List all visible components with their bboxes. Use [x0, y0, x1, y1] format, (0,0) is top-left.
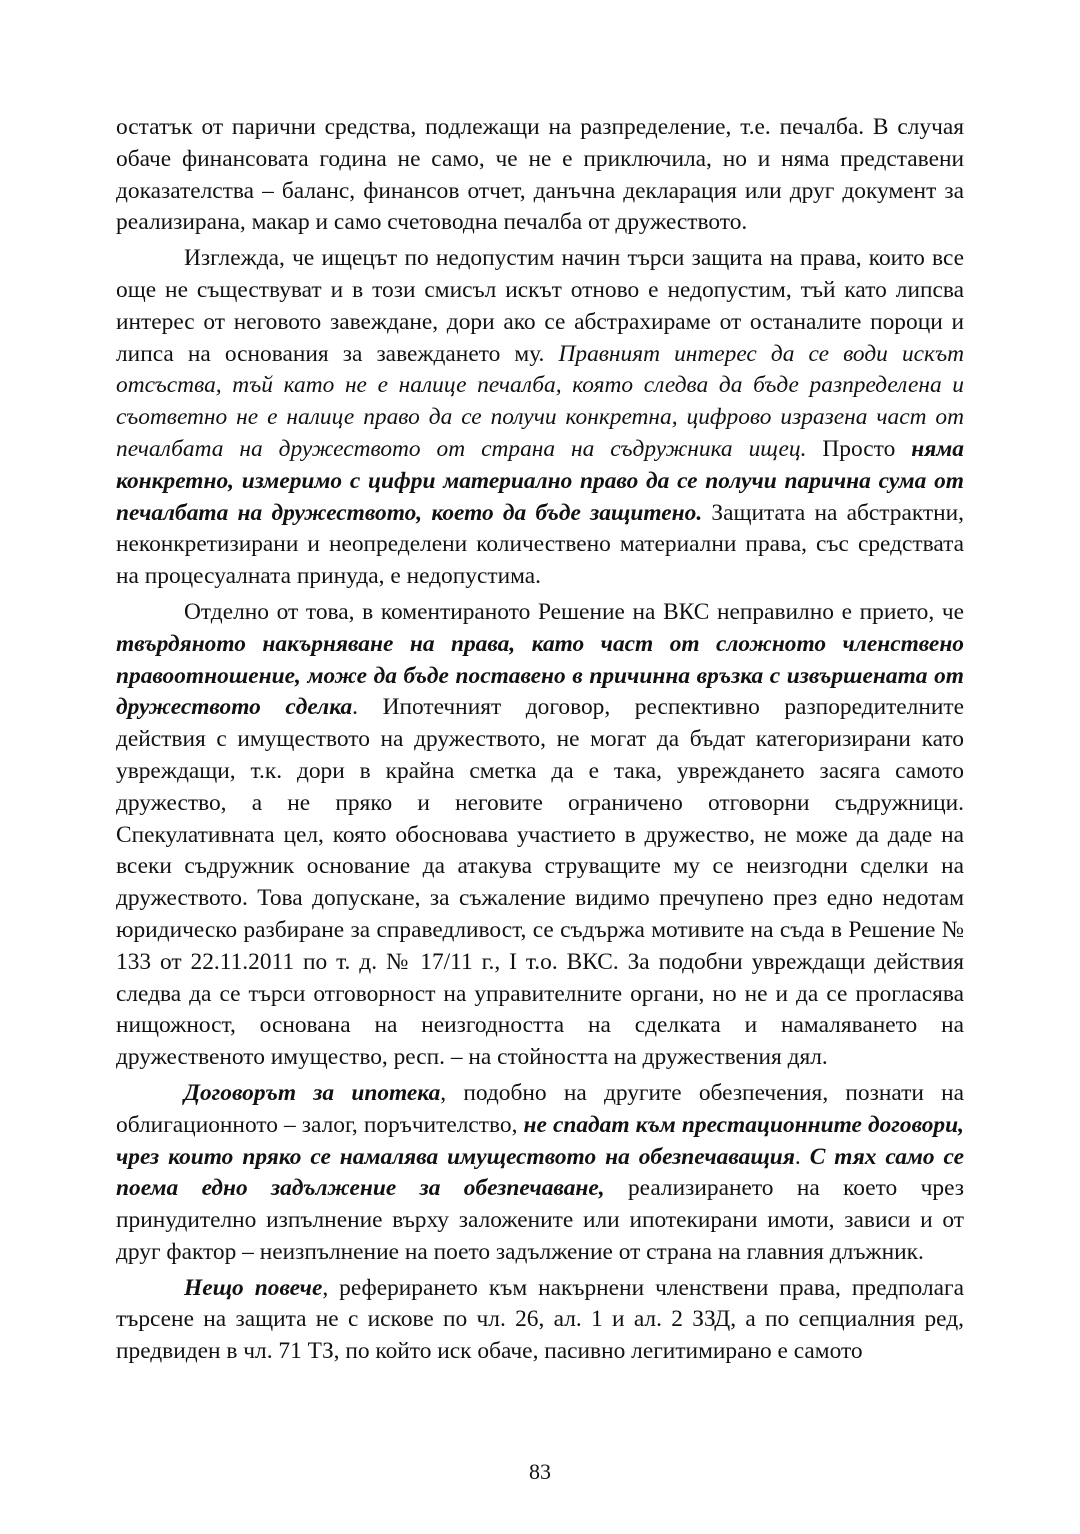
bold-italic-emphasis: не спадат към престационните договори, чрез които пряко се намалява имуществото на обезпечаващия [116, 1111, 964, 1170]
paragraph-text: остатък от парични средства, подлежащи на разпределение, т.е. печалба. В случая обаче финансовата година не само, че не е приключила, но и няма представени доказателства – баланс, финансов отчет, данъчна декларация или друг документ за реализирана, макар и само счетоводна печалба от дружеството. [116, 114, 964, 236]
paragraph-text: Отделно от това, в коментираното Решение на ВКС неправилно е прието, че [184, 598, 964, 625]
bold-italic-emphasis: Договорът за ипотека [184, 1079, 441, 1106]
paragraph-text: Изглежда, че ищецът по недопустим начин търси защита на права, които все още не съществуват и в този смисъл искът отново е недопустим, тъй като липсва интерес от неговото завеждане, дори ако се абстрахираме от останалите пороци и липса на основания за завеждането му. [116, 245, 964, 367]
page-number: 83 [529, 1459, 551, 1484]
document-body [116, 112, 964, 1368]
bold-italic-emphasis: няма конкретно, измеримо с цифри материално право да се получи парична сума от печалбата на дружеството, което да бъде защитено. [116, 435, 964, 526]
paragraph-3 [116, 597, 964, 1074]
paragraph-text: . Ипотечният договор, респективно разпоредителните действия с имуществото на дружеството, не могат да бъдат категоризирани като увреждащи, т.к. дори в крайна сметка да е така, увреждането засяга самото дружество, а не пряко и неговите ограничено отговорни съдружници. Спекулативната цел, която обосновава участието в дружество, не може да даде на всеки съдружник основание да атакува струващите му се неизгодни сделки на дружеството. Това допускане, за съжаление видимо пречупено през едно недотам юридическо разбиране за справедливост, се съдържа мотивите на съда в Решение № 133 от 22.11.2011 по т. д. № 17/11 г., I т.о. ВКС. За подобни увреждащи действия следва да се търси отговорност на управителните органи, но не и да се прогласява нищожност, основана на неизгодността на сделката и намаляването на дружественото имущество, респ. – на стойността на дружествения дял. [116, 694, 964, 1071]
bold-italic-emphasis: С тях само се поема едно задължение за обезпечаване, [116, 1143, 965, 1202]
paragraph-text: , реферирането към накърнени членствени права, предполага търсене на защита не с искове по чл. 26, ал. 1 и ал. 2 ЗЗД, а по сепциалния ред, предвиден в чл. 71 ТЗ, по който иск обаче, пасивно легитимирано е самото [116, 1274, 964, 1365]
paragraph-text: Защитата на абстрактни, неконкретизирани и неопределени количествено материални права, със средствата на процесуалната принуда, е недопустима. [116, 499, 964, 590]
paragraph-text: Просто [806, 435, 912, 462]
paragraph-4 [116, 1078, 964, 1269]
paragraph-2 [116, 243, 964, 593]
bold-italic-emphasis: Нещо повече [184, 1274, 323, 1301]
bold-italic-emphasis: твърдяното накърняване на права, като част от сложното членствено правоотношение, може да бъде поставено в причинна връзка с извършената от дружеството сделка [116, 630, 964, 721]
paragraph-text: реализирането на което чрез принудително изпълнение върху заложените или ипотекирани имоти, зависи и от друг фактор – неизпълнение на поето задължение от страна на главния длъжник. [116, 1175, 964, 1265]
paragraph-text: . [794, 1143, 810, 1170]
paragraph-text: , подобно на другите обезпечения, познати на облигационното – залог, поръчителство, [116, 1079, 964, 1138]
paragraph-1 [116, 112, 964, 239]
paragraph-5 [116, 1273, 964, 1368]
italic-emphasis: Правният интерес да се води искът отсъства, тъй като не е налице печалба, която следва да бъде разпределена и съответно не е налице право да се получи конкретна, цифрово изразена част от печалбата на дружеството от страна на съдружника ищец. [116, 340, 964, 462]
